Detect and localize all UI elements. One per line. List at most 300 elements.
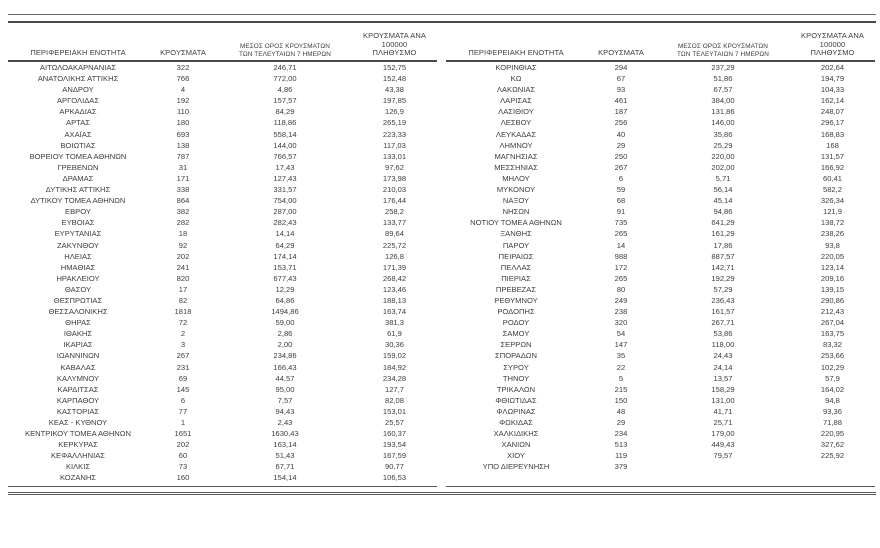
cases-cell: 147	[614, 340, 628, 350]
table-row	[8, 439, 437, 450]
region-cell: ΗΡΑΚΛΕΙΟΥ	[56, 273, 100, 283]
avg7-cell: 161,57	[711, 307, 735, 317]
cases-cell: 29	[616, 418, 626, 427]
table-row	[8, 350, 437, 361]
table-row	[446, 339, 875, 350]
cases-cell: 145	[176, 384, 190, 394]
cases-cell: 67	[616, 74, 626, 84]
avg7-cell: 7,57	[277, 395, 293, 405]
per100k-cell: 133,01	[382, 151, 407, 161]
per100k-cell: 220,05	[820, 251, 845, 261]
table-row	[8, 129, 437, 140]
region-cell: ΙΘΑΚΗΣ	[63, 329, 93, 339]
cases-cell: 192	[176, 96, 190, 106]
per100k-cell: 106,53	[382, 473, 407, 483]
avg7-cell: 94,43	[275, 406, 295, 416]
region-cell: ΚΑΡΠΑΘΟΥ	[56, 395, 100, 405]
avg7-cell: 287,00	[273, 207, 297, 217]
table-row	[446, 350, 875, 361]
cases-cell: 3	[180, 340, 186, 350]
per100k-cell: 102,29	[820, 362, 845, 372]
per100k-cell: 197,85	[382, 96, 407, 106]
cases-cell: 461	[614, 96, 628, 106]
region-cell: ΡΕΘΥΜΝΟΥ	[494, 295, 538, 305]
per100k-cell: 253,66	[820, 351, 845, 361]
avg7-cell: 174,14	[273, 251, 297, 261]
table-row	[446, 184, 875, 195]
cases-cell: 766	[176, 74, 190, 84]
column-header-region: ΠΕΡΙΦΕΡΕΙΑΚΗ ΕΝΟΤΗΤΑ	[468, 48, 564, 58]
per100k-cell: 160,37	[382, 429, 407, 439]
per100k-cell: 127,7	[384, 384, 404, 394]
per100k-cell: 97,62	[384, 162, 404, 172]
table-row	[8, 62, 437, 73]
per100k-cell: 248,07	[820, 107, 845, 117]
avg7-cell: 2,43	[277, 418, 293, 427]
table-row	[446, 384, 875, 395]
table-row	[446, 417, 875, 428]
cases-cell: 4	[180, 85, 186, 95]
cases-cell: 294	[614, 63, 628, 72]
cases-cell: 80	[616, 284, 626, 294]
per100k-cell: 166,92	[820, 162, 845, 172]
region-cell: ΛΕΣΒΟΥ	[500, 118, 532, 128]
region-cell: ΚΟΡΙΝΘΙΑΣ	[495, 63, 537, 72]
avg7-cell: 17,43	[275, 162, 295, 172]
per100k-cell: 159,02	[382, 351, 407, 361]
region-cell: ΘΑΣΟΥ	[64, 284, 92, 294]
cases-cell: 241	[176, 262, 190, 272]
avg7-cell: 677,43	[273, 273, 297, 283]
per100k-cell: 268,42	[382, 273, 407, 283]
region-cell: ΔΥΤΙΚΗΣ ΑΤΤΙΚΗΣ	[45, 185, 111, 195]
table-row	[8, 184, 437, 195]
per100k-cell: 184,92	[382, 362, 407, 372]
per100k-cell: 267,04	[820, 318, 845, 328]
table-row	[446, 428, 875, 439]
table-row	[8, 206, 437, 217]
cases-cell: 29	[616, 140, 626, 150]
regional-cases-table-right	[446, 31, 875, 487]
avg7-cell: 236,43	[711, 295, 735, 305]
avg7-cell: 558,14	[273, 129, 297, 139]
avg7-cell: 146,00	[711, 118, 735, 128]
table-row	[446, 328, 875, 339]
cases-cell: 172	[614, 262, 628, 272]
regional-cases-tables	[8, 31, 875, 487]
per100k-cell: 168	[826, 140, 839, 150]
region-cell: ΜΕΣΣΗΝΙΑΣ	[494, 162, 538, 172]
cases-cell: 864	[176, 196, 190, 206]
per100k-cell: 138,72	[820, 218, 845, 228]
per100k-cell: 89,64	[384, 229, 404, 239]
cases-cell: 320	[614, 318, 628, 328]
avg7-cell: 154,14	[273, 473, 297, 483]
region-cell: ΔΥΤΙΚΟΥ ΤΟΜΕΑ ΑΘΗΝΩΝ	[30, 196, 126, 206]
per100k-cell: 121,9	[822, 207, 842, 217]
cases-cell: 14	[616, 240, 626, 250]
cases-cell: 202	[176, 440, 190, 450]
bottom-rule	[8, 492, 876, 495]
cases-cell: 238	[614, 307, 628, 317]
region-cell: ΣΠΟΡΑΔΩΝ	[495, 351, 537, 361]
table-body	[446, 62, 875, 472]
region-cell: ΕΒΡΟΥ	[65, 207, 91, 217]
per100k-cell: 60,41	[822, 173, 842, 183]
avg7-cell: 202,00	[711, 162, 735, 172]
region-cell: ΦΩΚΙΔΑΣ	[499, 418, 533, 427]
avg7-cell: 163,14	[273, 440, 297, 450]
avg7-cell: 246,71	[273, 63, 297, 72]
avg7-cell: 94,86	[713, 207, 733, 217]
region-cell: ΚΟΖΑΝΗΣ	[59, 473, 97, 483]
table-row	[446, 95, 875, 106]
cases-cell: 138	[176, 140, 190, 150]
table-row	[8, 195, 437, 206]
avg7-cell: 384,00	[711, 96, 735, 106]
cases-cell: 17	[178, 284, 188, 294]
region-cell: ΚΑΡΔΙΤΣΑΣ	[57, 384, 99, 394]
region-cell: ΠΙΕΡΙΑΣ	[501, 273, 531, 283]
table-row	[8, 328, 437, 339]
avg7-cell: 153,71	[273, 262, 297, 272]
table-body	[8, 62, 437, 484]
cases-cell: 256	[614, 118, 628, 128]
per100k-cell: 167,59	[382, 451, 407, 461]
table-row	[8, 339, 437, 350]
region-cell: ΞΑΝΘΗΣ	[500, 229, 532, 239]
table-row	[8, 295, 437, 306]
region-cell: ΒΟΙΩΤΙΑΣ	[60, 140, 96, 150]
cases-cell: 787	[176, 151, 190, 161]
avg7-cell: 158,29	[711, 384, 735, 394]
cases-cell: 1	[180, 418, 186, 427]
avg7-cell: 64,29	[275, 240, 295, 250]
avg7-cell: 192,29	[711, 273, 735, 283]
table-row	[446, 240, 875, 251]
per100k-cell: 173,98	[382, 173, 407, 183]
per100k-cell: 126,8	[384, 251, 404, 261]
per100k-cell: 104,33	[820, 85, 845, 95]
per100k-cell: 168,83	[820, 129, 845, 139]
region-cell: ΧΙΟΥ	[507, 451, 525, 461]
region-cell: ΚΩ	[510, 74, 522, 84]
per100k-cell: 238,26	[820, 229, 845, 239]
region-cell: ΓΡΕΒΕΝΩΝ	[57, 162, 99, 172]
region-cell: ΙΚΑΡΙΑΣ	[63, 340, 93, 350]
per100k-cell: 381,3	[384, 318, 404, 328]
region-cell: ΤΡΙΚΑΛΩΝ	[496, 384, 536, 394]
cases-cell: 171	[176, 173, 190, 183]
cases-cell: 92	[178, 240, 188, 250]
region-cell: ΣΑΜΟΥ	[502, 329, 530, 339]
table-row	[8, 317, 437, 328]
cases-cell: 93	[616, 85, 626, 95]
avg7-cell: 35,86	[713, 129, 733, 139]
table-row	[8, 472, 437, 483]
per100k-cell: 123,14	[820, 262, 845, 272]
avg7-cell: 57,29	[713, 284, 733, 294]
per100k-cell: 139,15	[820, 284, 845, 294]
per100k-cell: 582,2	[822, 185, 842, 195]
table-row	[8, 461, 437, 472]
avg7-cell: 144,00	[273, 140, 297, 150]
avg7-cell: 2,00	[277, 340, 293, 350]
cases-cell: 119	[614, 451, 628, 461]
top-rule-thin	[8, 14, 876, 15]
cases-cell: 180	[176, 118, 190, 128]
table-row	[8, 417, 437, 428]
per100k-cell: 90,77	[384, 462, 404, 472]
column-header-avg7: ΜΕΣΟΣ ΟΡΟΣ ΚΡΟΥΣΜΑΤΩΝ ΤΩΝ ΤΕΛΕΥΤΑΙΩΝ 7 ΗΜΕΡΩΝ	[677, 43, 769, 58]
cases-cell: 338	[176, 185, 190, 195]
avg7-cell: 25,29	[713, 140, 733, 150]
cases-cell: 160	[176, 473, 190, 483]
per100k-cell: 163,75	[820, 329, 845, 339]
avg7-cell: 131,00	[711, 395, 735, 405]
table-row	[8, 450, 437, 461]
avg7-cell: 12,29	[275, 284, 295, 294]
region-cell: ΥΠΟ ΔΙΕΡΕΥΝΗΣΗ	[482, 462, 550, 472]
avg7-cell: 887,57	[711, 251, 735, 261]
region-cell: ΑΡΓΟΛΙΔΑΣ	[56, 96, 100, 106]
per100k-cell: 83,32	[822, 340, 842, 350]
table-row	[446, 450, 875, 461]
region-cell: ΚΑΛΥΜΝΟΥ	[56, 373, 100, 383]
table-row	[446, 461, 875, 472]
per100k-cell: 202,64	[820, 63, 845, 72]
per100k-cell: 93,8	[825, 240, 840, 250]
avg7-cell: 67,57	[713, 85, 733, 95]
cases-cell: 6	[618, 173, 624, 183]
cases-cell: 73	[178, 462, 188, 472]
table-row	[446, 439, 875, 450]
avg7-cell: 44,57	[275, 373, 295, 383]
column-header-cases: ΚΡΟΥΣΜΑΤΑ	[160, 48, 206, 58]
cases-cell: 187	[614, 107, 628, 117]
per100k-cell: 225,72	[382, 240, 407, 250]
table-row	[8, 262, 437, 273]
avg7-cell: 127,43	[273, 173, 297, 183]
region-cell: ΚΑΣΤΟΡΙΑΣ	[56, 406, 100, 416]
region-cell: ΑΡΚΑΔΙΑΣ	[59, 107, 97, 117]
table-row	[446, 217, 875, 228]
region-cell: ΚΑΒΑΛΑΣ	[60, 362, 96, 372]
region-cell: ΝΑΞΟΥ	[502, 196, 530, 206]
table-row	[446, 195, 875, 206]
per100k-cell: 152,48	[382, 74, 407, 84]
region-cell: ΖΑΚΥΝΘΟΥ	[57, 240, 99, 250]
region-cell: ΚΕΝΤΡΙΚΟΥ ΤΟΜΕΑ ΑΘΗΝΩΝ	[25, 429, 131, 439]
table-row	[446, 306, 875, 317]
region-cell: ΠΕΛΛΑΣ	[500, 262, 532, 272]
table-row	[446, 73, 875, 84]
table-row	[8, 95, 437, 106]
cases-cell: 267	[614, 162, 628, 172]
avg7-cell: 1494,86	[271, 307, 299, 317]
table-row	[8, 373, 437, 384]
avg7-cell: 234,86	[273, 351, 297, 361]
avg7-cell: 331,57	[273, 185, 297, 195]
cases-cell: 60	[178, 451, 188, 461]
avg7-cell: 118,00	[711, 340, 735, 350]
column-header-cases: ΚΡΟΥΣΜΑΤΑ	[598, 48, 644, 58]
per100k-cell: 296,17	[820, 118, 845, 128]
region-cell: ΦΘΙΩΤΙΔΑΣ	[495, 395, 537, 405]
per100k-cell: 290,86	[820, 295, 845, 305]
per100k-cell: 94,8	[825, 395, 840, 405]
table-row	[8, 284, 437, 295]
region-cell: ΠΑΡΟΥ	[502, 240, 530, 250]
avg7-cell: 237,29	[711, 63, 735, 72]
per100k-cell: 176,44	[382, 196, 407, 206]
top-rule-thick	[8, 21, 876, 23]
cases-cell: 91	[616, 207, 626, 217]
table-row	[446, 129, 875, 140]
table-row	[446, 317, 875, 328]
region-cell: ΔΡΑΜΑΣ	[62, 173, 94, 183]
region-cell: ΕΥΒΟΙΑΣ	[61, 218, 95, 228]
table-row	[8, 406, 437, 417]
cases-cell: 2	[180, 329, 186, 339]
table-row	[8, 306, 437, 317]
avg7-cell: 64,86	[275, 295, 295, 305]
column-header-per100k: ΚΡΟΥΣΜΑΤΑ ΑΝΑ 100000 ΠΛΗΘΥΣΜΟ	[801, 31, 864, 58]
table-row	[8, 73, 437, 84]
per100k-cell: 61,9	[387, 329, 402, 339]
region-cell: ΑΧΑΪΑΣ	[64, 129, 92, 139]
table-row	[446, 84, 875, 95]
region-cell: ΠΡΕΒΕΖΑΣ	[495, 284, 537, 294]
table-row	[446, 173, 875, 184]
table-header-row	[446, 31, 875, 62]
region-cell: ΛΑΣΙΘΙΟΥ	[498, 107, 534, 117]
avg7-cell: 24,14	[713, 362, 733, 372]
region-cell: ΘΕΣΣΑΛΟΝΙΚΗΣ	[48, 307, 108, 317]
table-row	[8, 251, 437, 262]
cases-cell: 72	[178, 318, 188, 328]
per100k-cell: 220,95	[820, 429, 845, 439]
avg7-cell: 45,14	[713, 196, 733, 206]
cases-cell: 735	[614, 218, 628, 228]
table-row	[446, 251, 875, 262]
table-row	[446, 62, 875, 73]
avg7-cell: 25,71	[713, 418, 733, 427]
avg7-cell: 59,00	[275, 318, 295, 328]
table-row	[8, 162, 437, 173]
avg7-cell: 84,29	[275, 107, 295, 117]
region-cell: ΚΕΦΑΛΛΗΝΙΑΣ	[50, 451, 106, 461]
table-row	[8, 384, 437, 395]
cases-cell: 18	[178, 229, 188, 239]
region-cell: ΛΑΚΩΝΙΑΣ	[496, 85, 536, 95]
cases-cell: 40	[616, 129, 626, 139]
cases-cell: 379	[614, 462, 628, 472]
table-row	[446, 162, 875, 173]
cases-cell: 110	[176, 107, 190, 117]
cases-cell: 215	[614, 384, 628, 394]
avg7-cell: 13,57	[713, 373, 733, 383]
region-cell: ΚΙΛΚΙΣ	[65, 462, 91, 472]
region-cell: ΗΜΑΘΙΑΣ	[60, 262, 96, 272]
avg7-cell: 220,00	[711, 151, 735, 161]
region-cell: ΙΩΑΝΝΙΝΩΝ	[56, 351, 100, 361]
per100k-cell: 223,33	[382, 129, 407, 139]
avg7-cell: 142,71	[711, 262, 735, 272]
avg7-cell: 641,29	[711, 218, 735, 228]
column-header-avg7: ΜΕΣΟΣ ΟΡΟΣ ΚΡΟΥΣΜΑΤΩΝ ΤΩΝ ΤΕΛΕΥΤΑΙΩΝ 7 ΗΜΕΡΩΝ	[239, 43, 331, 58]
table-row	[8, 140, 437, 151]
region-cell: ΒΟΡΕΙΟΥ ΤΟΜΕΑ ΑΘΗΝΩΝ	[29, 151, 127, 161]
per100k-cell: 25,57	[384, 418, 404, 427]
avg7-cell: 14,14	[275, 229, 295, 239]
region-cell: ΡΟΔΟΥ	[502, 318, 530, 328]
cases-cell: 1818	[174, 307, 192, 317]
region-cell: ΑΝΔΡΟΥ	[62, 85, 94, 95]
table-row	[446, 117, 875, 128]
cases-cell: 202	[176, 251, 190, 261]
region-cell: ΝΟΤΙΟΥ ΤΟΜΕΑ ΑΘΗΝΩΝ	[470, 218, 562, 228]
region-cell: ΠΕΙΡΑΙΩΣ	[498, 251, 534, 261]
region-cell: ΜΗΛΟΥ	[502, 173, 530, 183]
per100k-cell: 153,01	[382, 406, 407, 416]
avg7-cell: 53,86	[713, 329, 733, 339]
cases-cell: 322	[176, 63, 190, 72]
per100k-cell: 327,62	[820, 440, 845, 450]
table-row	[8, 151, 437, 162]
region-cell: ΧΑΛΚΙΔΙΚΗΣ	[493, 429, 539, 439]
cases-cell: 6	[180, 395, 186, 405]
table-row	[8, 428, 437, 439]
per100k-cell: 258,2	[384, 207, 404, 217]
per100k-cell: 43,38	[384, 85, 404, 95]
cases-cell: 82	[178, 295, 188, 305]
cases-cell: 1651	[174, 429, 192, 439]
region-cell: ΝΗΣΩΝ	[502, 207, 530, 217]
avg7-cell: 51,43	[275, 451, 295, 461]
avg7-cell: 5,71	[715, 173, 731, 183]
avg7-cell: 282,43	[273, 218, 297, 228]
table-row	[446, 295, 875, 306]
table-row	[446, 262, 875, 273]
cases-cell: 820	[176, 273, 190, 283]
avg7-cell: 95,00	[275, 384, 295, 394]
cases-cell: 77	[178, 406, 188, 416]
avg7-cell: 4,86	[277, 85, 293, 95]
per100k-cell: 210,03	[382, 185, 407, 195]
cases-cell: 234	[614, 429, 628, 439]
region-cell: ΘΗΡΑΣ	[65, 318, 91, 328]
per100k-cell: 126,9	[384, 107, 404, 117]
per100k-cell: 234,28	[382, 373, 407, 383]
per100k-cell: 152,75	[382, 63, 407, 72]
avg7-cell: 2,86	[277, 329, 293, 339]
per100k-cell: 265,19	[382, 118, 407, 128]
table-row	[446, 206, 875, 217]
per100k-cell: 163,74	[382, 307, 407, 317]
region-cell: ΛΗΜΝΟΥ	[499, 140, 533, 150]
table-row	[446, 373, 875, 384]
table-row	[446, 362, 875, 373]
per100k-cell: 225,92	[820, 451, 845, 461]
avg7-cell: 131,86	[711, 107, 735, 117]
table-row	[8, 240, 437, 251]
table-row	[8, 228, 437, 239]
cases-cell: 250	[614, 151, 628, 161]
regional-cases-table-left	[8, 31, 437, 487]
per100k-cell: 82,08	[384, 395, 404, 405]
per100k-cell: 171,39	[382, 262, 407, 272]
